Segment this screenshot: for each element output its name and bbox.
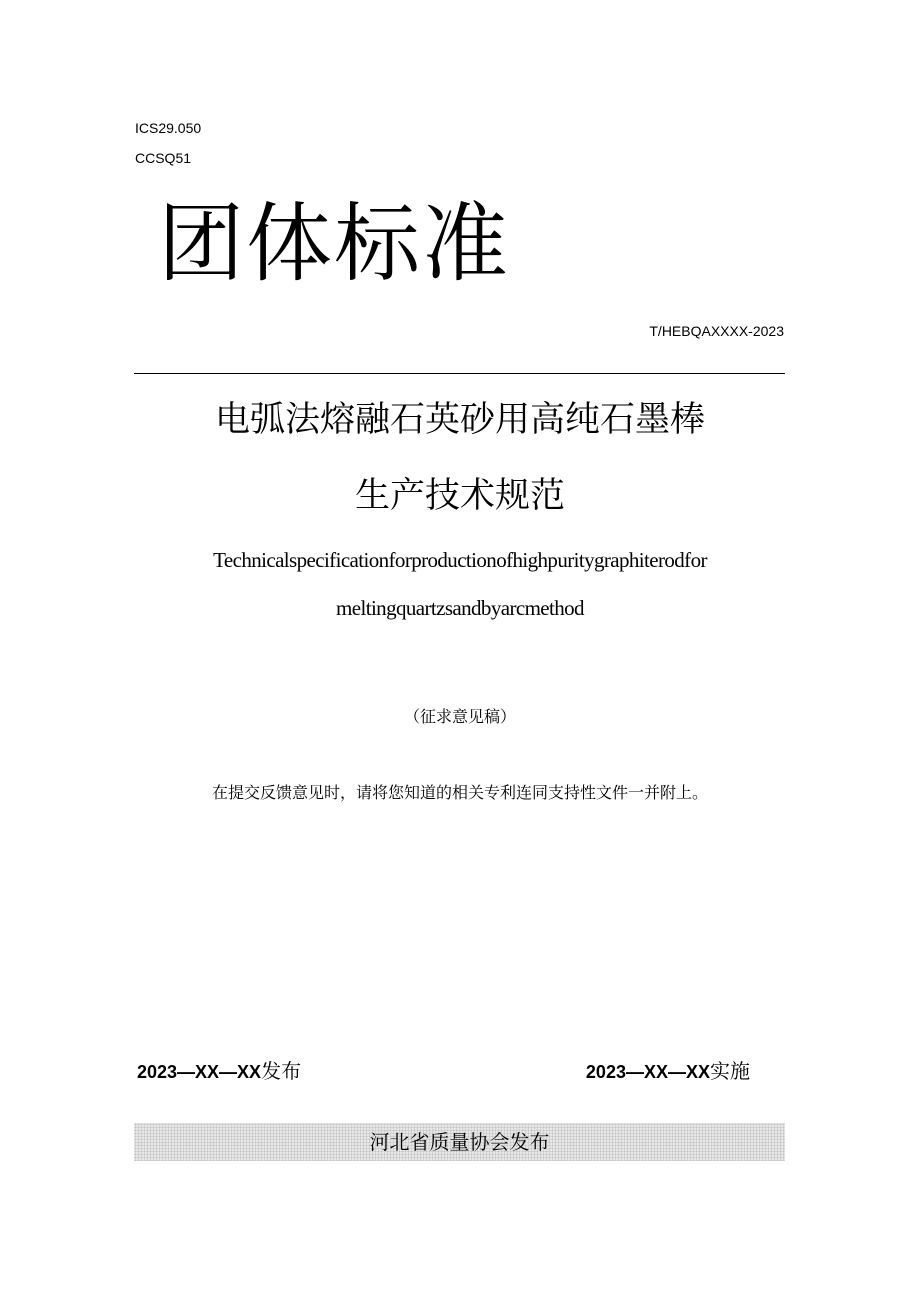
divider-line	[134, 373, 785, 374]
title-en-line2: meltingquartzsandbyarcmethod	[336, 596, 584, 620]
category-title: 团体标准	[158, 194, 510, 294]
issuer-banner	[134, 1123, 785, 1161]
ccs-code: CCSQ51	[135, 150, 192, 166]
ics-code: ICS29.050	[135, 120, 202, 136]
publish-date	[137, 1059, 301, 1085]
implement-date-value: 2023—XX—XX	[585, 1062, 710, 1082]
patent-notice: 在提交反馈意见时，请将您知道的相关专利连同支持性文件一并附上。	[211, 783, 708, 802]
title-cn-line1: 电弧法熔融石英砂用高纯石墨棒	[214, 400, 705, 440]
implement-date-suffix: 实施	[710, 1059, 750, 1083]
draft-label: （征求意见稿）	[403, 707, 516, 726]
title-cn-line2: 生产技术规范	[354, 476, 565, 516]
standard-code: T/HEBQAXXXX-2023	[649, 323, 784, 339]
title-en-line1: Technicalspecificationforproductionofhighpuritygraphiterodfor	[213, 548, 707, 572]
publish-date-suffix: 发布	[261, 1059, 302, 1083]
issuer-text: 河北省质量协会发布	[369, 1130, 550, 1154]
implement-date	[586, 1059, 750, 1085]
publish-date-value: 2023—XX—XX	[137, 1062, 262, 1082]
